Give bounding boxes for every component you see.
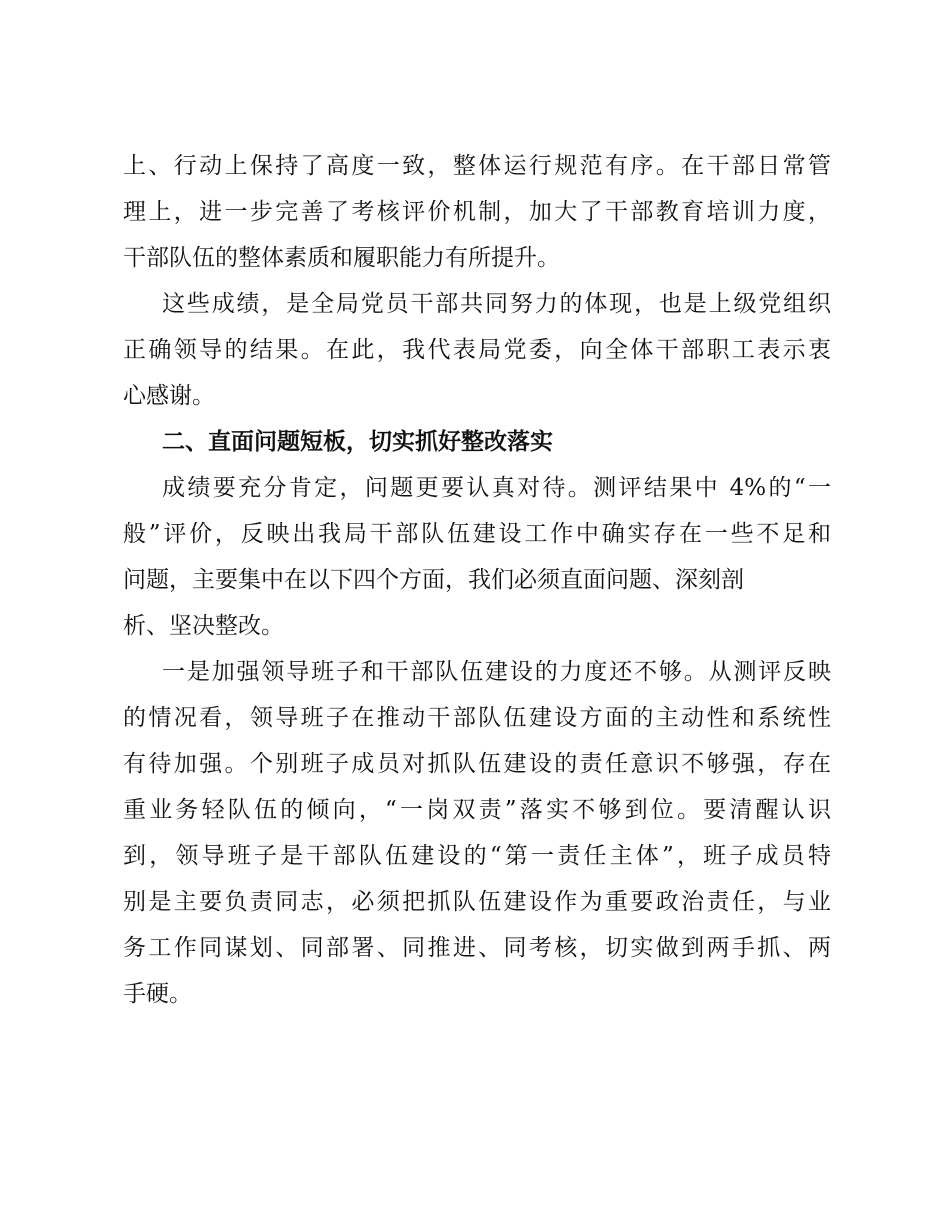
paragraph-line: 成绩要充分肯定，问题更要认真对待。测评结果中 4%的“一 [162, 475, 831, 501]
paragraph-line: 到，领导班子是干部队伍建设的“第一责任主体”，班子成员特 [123, 843, 831, 869]
paragraph-line: 心感谢。 [123, 383, 215, 409]
paragraph-line: 有待加强。个别班子成员对抓队伍建设的责任意识不够强，存在 [123, 751, 831, 777]
paragraph-line: 一是加强领导班子和干部队伍建设的力度还不够。从测评反映 [162, 659, 831, 685]
paragraph-line: 这些成绩，是全局党员干部共同努力的体现，也是上级党组织 [162, 291, 831, 317]
paragraph-line: 务工作同谋划、同部署、同推进、同考核，切实做到两手抓、两 [123, 935, 831, 961]
paragraph-line: 上、行动上保持了高度一致，整体运行规范有序。在干部日常管 [123, 153, 831, 179]
paragraph-line: 重业务轻队伍的倾向，“一岗双责”落实不够到位。要清醒认识 [123, 797, 831, 823]
paragraph-line: 般”评价，反映出我局干部队伍建设工作中确实存在一些不足和 [123, 521, 831, 547]
paragraph-line: 手硬。 [123, 981, 192, 1007]
paragraph-line: 的情况看，领导班子在推动干部队伍建设方面的主动性和系统性 [123, 705, 831, 731]
paragraph-line: 正确领导的结果。在此，我代表局党委，向全体干部职工表示衷 [123, 337, 831, 363]
paragraph-line: 问题，主要集中在以下四个方面，我们必须直面问题、深刻剖 [123, 567, 744, 593]
section-heading: 二、直面问题短板，切实抓好整改落实 [162, 429, 553, 455]
paragraph-line: 理上，进一步完善了考核评价机制，加大了干部教育培训力度， [123, 199, 831, 225]
paragraph-line: 别是主要负责同志，必须把抓队伍建设作为重要政治责任，与业 [123, 889, 831, 915]
document-body [123, 143, 831, 1017]
paragraph-line: 干部队伍的整体素质和履职能力有所提升。 [123, 245, 560, 271]
paragraph-line: 析、坚决整改。 [123, 613, 284, 639]
